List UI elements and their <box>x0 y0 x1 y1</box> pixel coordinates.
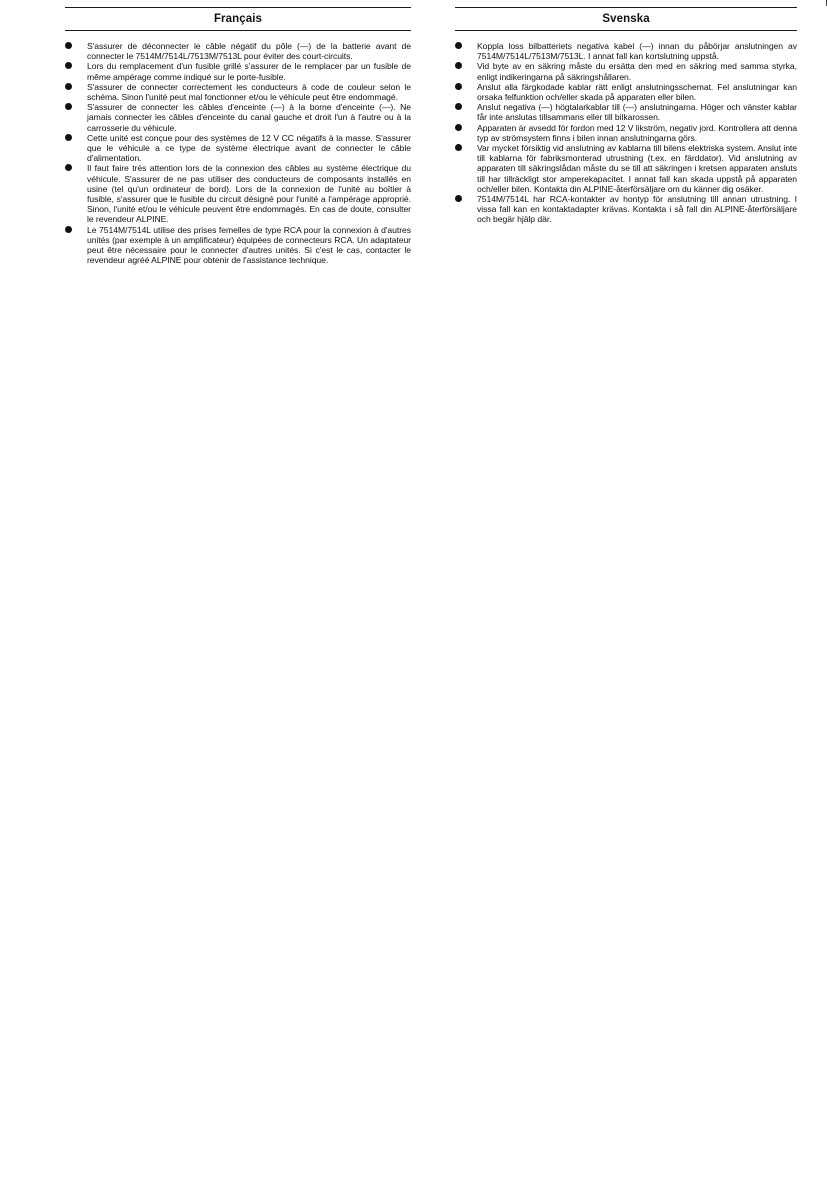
bullet-icon <box>455 62 462 69</box>
bullet-icon <box>455 83 462 90</box>
bullet-icon <box>65 164 72 171</box>
bullet-icon <box>455 103 462 110</box>
bullet-icon <box>65 226 72 233</box>
swedish-bullet-list <box>455 41 797 225</box>
french-heading: Français <box>65 7 411 31</box>
bullet-icon <box>65 134 72 141</box>
swedish-bullet-item <box>455 143 797 194</box>
swedish-heading: Svenska <box>455 7 797 31</box>
swedish-bullet-item <box>455 61 797 81</box>
french-column <box>65 7 411 265</box>
swedish-column <box>455 7 797 225</box>
french-bullet-item <box>65 102 411 133</box>
swedish-bullet-text: Var mycket försiktig vid anslutning av kablarna till bilens elektriska system. Anslut inte till kablarna för fabriksmonterad utrustning (t.ex. en färddator). Vid anslutning av apparaten till säkringslådan måste du se till att säkringen i kretsen apparaten ansluts till har tillräckligt stor amperekapacitet. I annat fall kan skada uppstå på apparaten och/eller bilen. Kontakta din ALPINE-återförsäljare om du känner dig osäker. <box>477 143 797 194</box>
french-bullet-text: Cette unité est conçue pour des systèmes de 12 V CC négatifs à la masse. S'assurer que le véhicule a ce type de système électrique avant de connecter le câble d'alimentation. <box>87 132 411 164</box>
french-bullet-item <box>65 82 411 102</box>
swedish-bullet-item <box>455 82 797 102</box>
bullet-icon <box>65 83 72 90</box>
french-bullet-item <box>65 41 411 61</box>
swedish-bullet-item <box>455 194 797 225</box>
bullet-icon <box>455 42 462 49</box>
french-bullet-item <box>65 133 411 164</box>
french-bullet-text: S'assurer de déconnecter le câble négatif du pôle (—) de la batterie avant de connecter le 7514M/7514L/7513M/7513L pour éviter des court-circuits. <box>87 41 411 62</box>
bullet-icon <box>455 144 462 151</box>
bullet-icon <box>455 124 462 131</box>
swedish-bullet-text: Anslut negativa (—) högtalarkablar till (—) anslutningarna. Höger och vänster kablar får inte anslutas tillsammans eller till bilkarossen. <box>477 102 797 123</box>
swedish-bullet-text: Apparaten är avsedd för fordon med 12 V likström, negativ jord. Kontrollera att denna typ av strömsystem finns i bilen innan anslutningarna görs. <box>477 122 797 143</box>
swedish-bullet-text: Anslut alla färgkodade kablar rätt enligt anslutningsschemat. Fel anslutningar kan orsaka felfunktion och/eller skada på apparaten eller bilen. <box>477 81 797 103</box>
swedish-bullet-text: Vid byte av en säkring måste du ersätta den med en säkring med samma styrka, enligt indikeringarna på säkringshållaren. <box>477 61 797 82</box>
bullet-icon <box>65 103 72 110</box>
bullet-icon <box>65 42 72 49</box>
french-bullet-item <box>65 225 411 266</box>
french-bullet-list <box>65 41 411 265</box>
swedish-bullet-text: 7514M/7514L har RCA-kontakter av hontyp för anslutning till annan utrustning. I vissa fall kan en kontaktadapter krävas. Kontakta i så fall din ALPINE-återförsäljare och begär hjälp där. <box>477 194 797 225</box>
french-bullet-text: Il faut faire très attention lors de la connexion des câbles au système électrique du véhicule. S'assurer de ne pas utiliser des conducteurs de composants installés en usine (tel qu'un ordinateur de bord). Lors de la connexion de l'unité au boîtier à fusible, s'assurer que le fusible du circuit désigné pour l'unité a l'ampérage approprié. Sinon, l'unité et/ou le véhicule peuvent être endommagés. En cas de doute, consulter le revendeur ALPINE. <box>87 163 411 225</box>
swedish-bullet-item <box>455 123 797 143</box>
swedish-bullet-item <box>455 102 797 122</box>
bullet-icon <box>455 195 462 202</box>
swedish-bullet-item <box>455 41 797 61</box>
french-bullet-text: Lors du remplacement d'un fusible grillé s'assurer de le remplacer par un fusible de même ampérage comme indiqué sur le porte-fusible. <box>87 61 411 82</box>
french-bullet-text: S'assurer de connecter les câbles d'enceinte (—) à la borne d'enceinte (—). Ne jamais connecter les câbles d'enceinte du canal gauche et droit l'un à l'autre ou à la carrosserie du véhicule. <box>87 102 411 133</box>
french-bullet-item <box>65 61 411 81</box>
swedish-bullet-text: Koppla loss bilbatteriets negativa kabel (—) innan du påbörjar anslutningen av 7514M/7514L/7513M/7513L. I annat fall kan kortslutning uppstå. <box>477 41 797 62</box>
bullet-icon <box>65 62 72 69</box>
french-bullet-text: S'assurer de connecter correctement les conducteurs à code de couleur selon le schéma. Sinon l'unité peut mal fonctionner et/ou le véhicule peut être endommagé. <box>87 81 411 103</box>
french-bullet-text: Le 7514M/7514L utilise des prises femelles de type RCA pour la connexion à d'autres unités (par exemple à un amplificateur) équipées de connecteurs RCA. Un adaptateur peut être nécessaire pour le connecter d'autres unités. Si c'est le cas, contacter le revendeur agréé ALPINE pour obtenir de l'assistance technique. <box>87 224 411 266</box>
french-bullet-item <box>65 163 411 224</box>
